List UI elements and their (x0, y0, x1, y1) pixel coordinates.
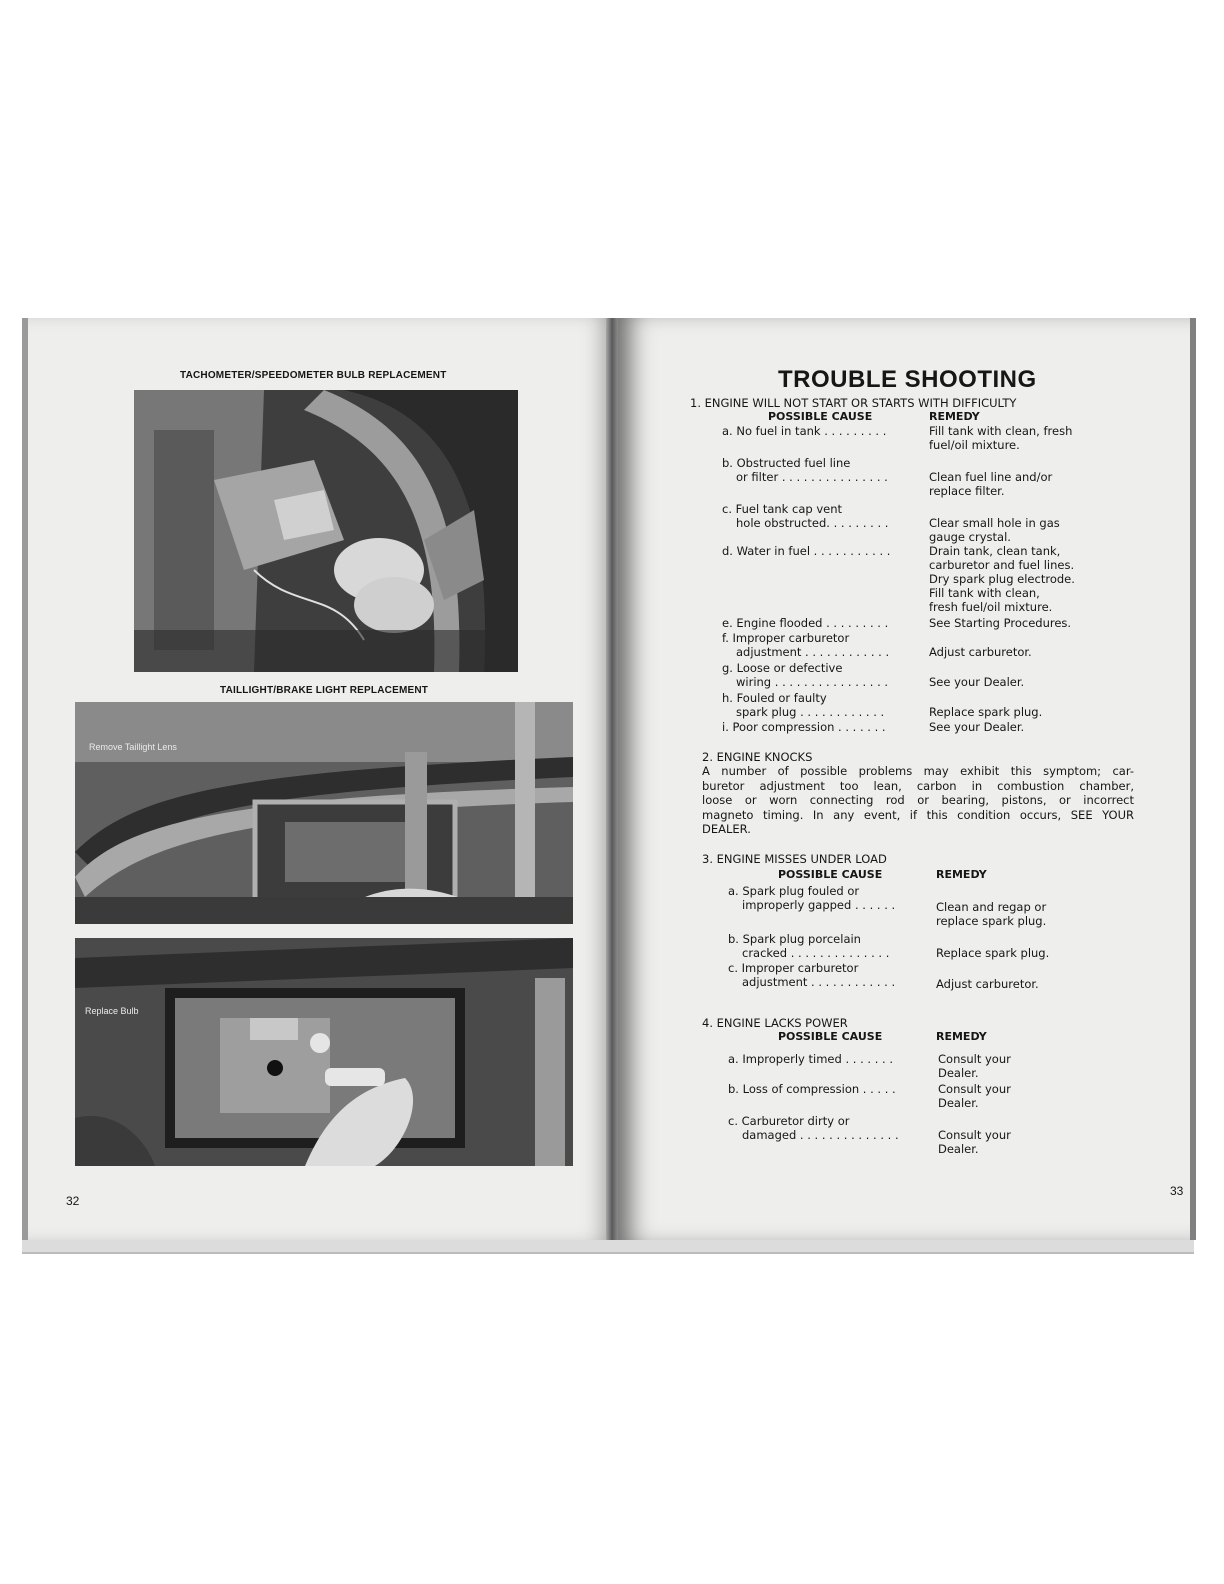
s1-remedy: Clean fuel line and/or (929, 470, 1053, 484)
left-page (22, 318, 612, 1240)
s1-remedy: carburetor and fuel lines. (929, 558, 1075, 572)
tachometer-bulb-caption: TACHOMETER/SPEEDOMETER BULB REPLACEMENT (180, 370, 447, 381)
s1-remedy: fresh fuel/oil mixture. (929, 600, 1053, 614)
s2-line: A number of possible problems may exhibit this symptom; car- (702, 764, 1134, 778)
s1-cause: i. Poor compression . . . . . . . (722, 720, 886, 734)
s1-remedy: replace filter. (929, 484, 1005, 498)
replace-bulb-photo (75, 938, 573, 1166)
s4-heading: 4. ENGINE LACKS POWER (702, 1016, 848, 1030)
s1-remedy: Dry spark plug electrode. (929, 572, 1075, 586)
s1-cause: d. Water in fuel . . . . . . . . . . . (722, 544, 891, 558)
s3-heading: 3. ENGINE MISSES UNDER LOAD (702, 852, 887, 866)
s1-heading: 1. ENGINE WILL NOT START OR STARTS WITH DIFFICULTY (690, 396, 1017, 410)
s4-remedy: Dealer. (938, 1066, 979, 1080)
s1-remedy: Replace spark plug. (929, 705, 1043, 719)
s3-remedy: Replace spark plug. (936, 946, 1050, 960)
s1-remedy: fuel/oil mixture. (929, 438, 1020, 452)
s3-cause: adjustment . . . . . . . . . . . . (742, 975, 896, 989)
s2-line: loose or worn connecting rod or bearing, pistons, or incorrect (702, 793, 1134, 808)
s1-remedy: Clear small hole in gas (929, 516, 1060, 530)
s3-remedy: Clean and regap or (936, 900, 1047, 914)
s1-remedy: See your Dealer. (929, 675, 1025, 689)
s4-cause: b. Loss of compression . . . . . (728, 1082, 896, 1096)
s4-cause: a. Improperly timed . . . . . . . (728, 1052, 893, 1066)
s1-remedy: See Starting Procedures. (929, 616, 1072, 630)
taillight-lens-photo (75, 702, 573, 924)
s1-cause: e. Engine flooded . . . . . . . . . (722, 616, 889, 630)
left-page-number: 32 (66, 1194, 80, 1208)
s1-remedy: See your Dealer. (929, 720, 1025, 734)
s2-paragraph (702, 764, 1134, 837)
s1-cause: adjustment . . . . . . . . . . . . (736, 645, 890, 659)
s3-cause: b. Spark plug porcelain (728, 932, 861, 946)
s1-cause: hole obstructed. . . . . . . . . (736, 516, 889, 530)
s4-remedy: Consult your (938, 1052, 1011, 1066)
s3-cause: a. Spark plug fouled or (728, 884, 860, 898)
s1-remedy: Fill tank with clean, (929, 586, 1040, 600)
page-gutter (606, 318, 618, 1240)
right-page (618, 318, 1196, 1240)
s1-remedy: Adjust carburetor. (929, 645, 1032, 659)
s3-cause: improperly gapped . . . . . . (742, 898, 896, 912)
s3-remedy: replace spark plug. (936, 914, 1047, 928)
s1-cause: g. Loose or defective (722, 661, 843, 675)
remove-lens-label: Remove Taillight Lens (89, 742, 177, 752)
s2-line: magneto timing. In any event, if this condition occurs, SEE YOUR (702, 807, 1134, 822)
s1-remedy: gauge crystal. (929, 530, 1011, 544)
s4-remedy: Consult your (938, 1082, 1011, 1096)
replace-bulb-label: Replace Bulb (85, 1006, 139, 1016)
s4-cause: c. Carburetor dirty or (728, 1114, 850, 1128)
s1-cause: c. Fuel tank cap vent (722, 502, 842, 516)
s3-cause: cracked . . . . . . . . . . . . . . (742, 946, 890, 960)
s4-remedy: Dealer. (938, 1096, 979, 1110)
s1-remedy: Fill tank with clean, fresh (929, 424, 1073, 438)
s4-cause-header: POSSIBLE CAUSE (778, 1030, 883, 1043)
s3-remedy-header: REMEDY (936, 868, 987, 881)
s4-remedy-header: REMEDY (936, 1030, 987, 1043)
right-page-number: 33 (1170, 1184, 1184, 1198)
s1-cause: or filter . . . . . . . . . . . . . . . (736, 470, 888, 484)
s1-remedy: Drain tank, clean tank, (929, 544, 1061, 558)
s1-remedy-header: REMEDY (929, 410, 980, 423)
s2-heading: 2. ENGINE KNOCKS (702, 750, 813, 764)
s1-cause-header: POSSIBLE CAUSE (768, 410, 873, 423)
taillight-caption: TAILLIGHT/BRAKE LIGHT REPLACEMENT (220, 685, 429, 696)
s1-cause: b. Obstructed fuel line (722, 456, 851, 470)
s1-cause: f. Improper carburetor (722, 631, 850, 645)
s4-cause: damaged . . . . . . . . . . . . . . (742, 1128, 899, 1142)
tachometer-bulb-photo (134, 390, 518, 672)
s2-line: DEALER. (702, 822, 751, 837)
s3-cause-header: POSSIBLE CAUSE (778, 868, 883, 881)
s1-cause: h. Fouled or faulty (722, 691, 827, 705)
s2-line: buretor adjustment too lean, carbon in combustion chamber, (702, 778, 1134, 793)
page-title: TROUBLE SHOOTING (778, 366, 1037, 393)
manual-spread (22, 318, 1194, 1254)
s1-cause: spark plug . . . . . . . . . . . . (736, 705, 885, 719)
s3-cause: c. Improper carburetor (728, 961, 859, 975)
s1-cause: a. No fuel in tank . . . . . . . . . (722, 424, 887, 438)
s3-remedy: Adjust carburetor. (936, 977, 1039, 991)
s1-cause: wiring . . . . . . . . . . . . . . . . (736, 675, 889, 689)
s4-remedy: Consult your (938, 1128, 1011, 1142)
s4-remedy: Dealer. (938, 1142, 979, 1156)
